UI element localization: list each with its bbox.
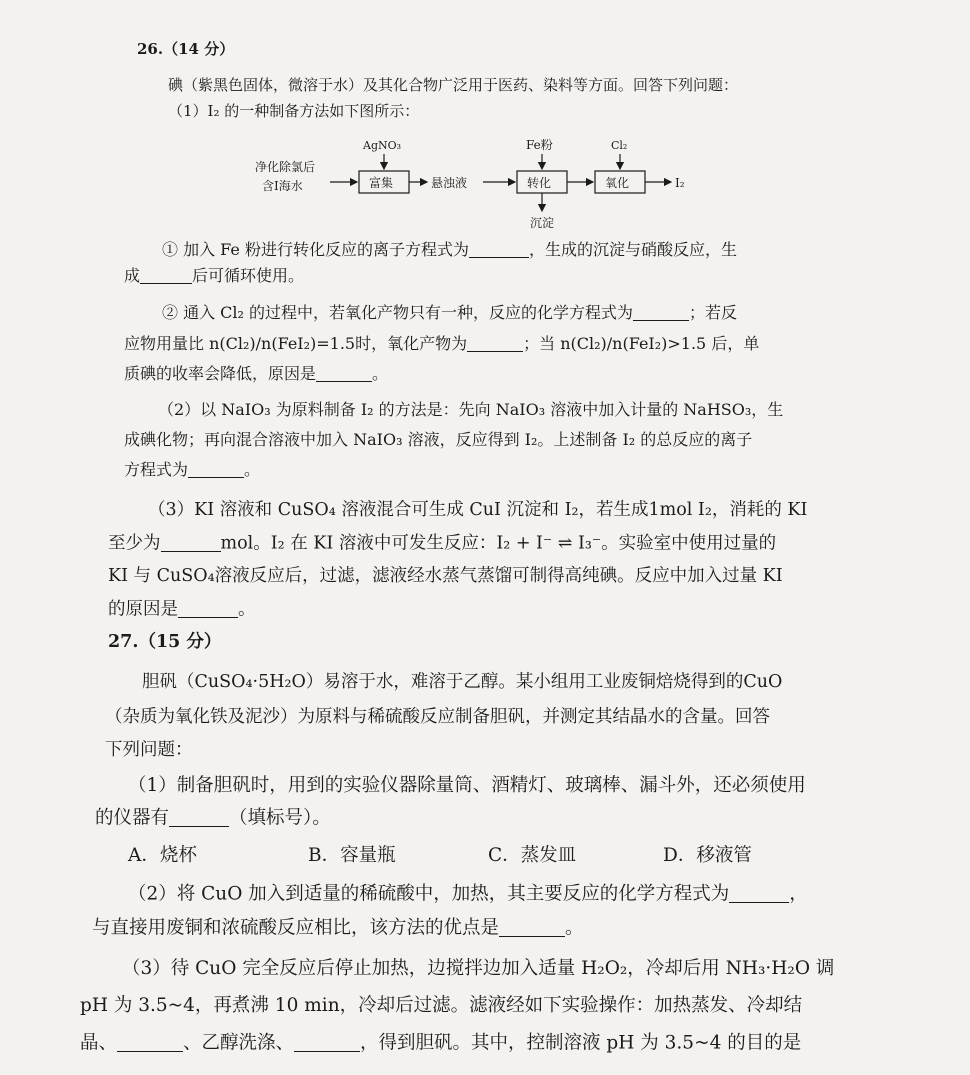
answer-blank: [169, 807, 229, 827]
q27-part1-line1: （1）制备胆矾时，用到的实验仪器除量筒、酒精灯、玻璃棒、漏斗外，还必须使用: [128, 775, 806, 796]
answer-blank: [469, 241, 529, 258]
choice-b: B．容量瓶: [308, 845, 396, 866]
q27-intro-line1: 胆矾（CuSO₄·5H₂O）易溶于水，难溶于乙醇。某小组用工业废铜焙烧得到的CuO: [142, 672, 783, 692]
diagram-box-enrich: [359, 171, 409, 193]
answer-blank: [729, 883, 789, 903]
choice-a: A．烧杯: [128, 845, 197, 866]
diagram-reagent-cl2: Cl₂: [611, 139, 628, 152]
diagram-box-convert-label: 转化: [527, 176, 552, 190]
diagram-precipitate: 沉淀: [530, 216, 555, 230]
q26-part3-line1: （3）KI 溶液和 CuSO₄ 溶液混合可生成 CuI 沉淀和 I₂，若生成1mol I₂，消耗的 KI: [148, 500, 808, 520]
q27-part1-line2: 的仪器有 （填标号）。: [95, 807, 331, 829]
diagram-box-oxidize-label: 氧化: [605, 176, 630, 190]
q26-part1-intro: （1）I₂ 的一种制备方法如下图所示：: [168, 102, 420, 120]
q26-sub2-line3: 质碘的收率会降低，原因是 。: [124, 364, 389, 383]
diagram-output-i2: I₂: [675, 176, 685, 190]
diagram-suspension: 悬浊液: [431, 176, 468, 190]
answer-blank: [188, 461, 244, 478]
answer-blank: [316, 365, 372, 382]
q26-part2-line3: 方程式为 。: [124, 460, 261, 479]
q26-part2-line2: 成碘化物；再向混合溶液中加入 NaIO₃ 溶液，反应得到 I₂。上述制备 I₂ 的总反应的离子: [124, 430, 753, 449]
diagram-box-oxidize: [595, 171, 645, 193]
answer-blank: [467, 335, 523, 352]
q27-part3-line1: （3）待 CuO 完全反应后停止加热，边搅拌边加入适量 H₂O₂，冷却后用 NH₃·H₂O 调: [122, 958, 835, 979]
q27-intro-line2: （杂质为氧化铁及泥沙）为原料与稀硫酸反应制备胆矾，并测定其结晶水的含量。回答: [105, 707, 770, 727]
q27-heading: 27.（15 分）: [108, 632, 222, 652]
answer-blank: [294, 1032, 360, 1052]
answer-blank: [140, 267, 192, 284]
diagram-box-convert: [517, 171, 567, 193]
q26-part3-line3: KI 与 CuSO₄溶液反应后，过滤，滤液经水蒸气蒸馏可制得高纯碘。反应中加入过量 KI: [108, 566, 783, 586]
q26-intro: 碘（紫黑色固体，微溶于水）及其化合物广泛用于医药、染料等方面。回答下列问题：: [168, 76, 739, 94]
q26-heading: 26.（14 分）: [137, 40, 235, 58]
q27-part3-line3: 晶、 、乙醇洗涤、 ，得到胆矾。其中，控制溶液 pH 为 3.5~4 的目的是: [80, 1032, 802, 1054]
q26-sub1-line2: 成 后可循环使用。: [124, 266, 305, 285]
diagram-input-line2: 含I海水: [262, 179, 303, 193]
answer-blank: [499, 917, 565, 937]
q27-part3-line2: pH 为 3.5~4，再煮沸 10 min，冷却后过滤。滤液经如下实验操作：加热蒸发、冷却结: [80, 995, 803, 1016]
q27-choices: [128, 845, 752, 867]
q26-sub1-line1: ① 加入 Fe 粉进行转化反应的离子方程式为 ，生成的沉淀与硝酸反应，生: [162, 240, 737, 259]
answer-blank: [178, 599, 238, 618]
q26-sub2-line1: ② 通入 Cl₂ 的过程中，若氧化产物只有一种，反应的化学方程式为 ；若反: [162, 303, 738, 322]
choice-d: D．移液管: [663, 845, 752, 866]
answer-blank: [161, 533, 221, 552]
q27-intro-line3: 下列问题：: [105, 740, 193, 760]
answer-blank: [633, 304, 689, 321]
iodine-flow-diagram: [0, 0, 970, 240]
diagram-reagent-fe: Fe粉: [526, 138, 553, 152]
q27-part2-line1: （2）将 CuO 加入到适量的稀硫酸中，加热，其主要反应的化学方程式为 ，: [128, 883, 808, 905]
diagram-reagent-agno3: AgNO₃: [363, 139, 402, 152]
q26-part3-line4: 的原因是 。: [108, 599, 256, 620]
answer-blank: [117, 1032, 183, 1052]
q26-part3-line2: 至少为 mol。I₂ 在 KI 溶液中可发生反应：I₂ + I⁻ ⇌ I₃⁻。实验室中使用过量的: [108, 533, 777, 554]
q27-part2-line2: 与直接用废铜和浓硫酸反应相比，该方法的优点是 。: [92, 917, 584, 939]
diagram-box-enrich-label: 富集: [369, 176, 394, 190]
q26-part2-line1: （2）以 NaIO₃ 为原料制备 I₂ 的方法是：先向 NaIO₃ 溶液中加入计量的 NaHSO₃，生: [158, 400, 784, 419]
diagram-input-line1: 净化除氯后: [255, 160, 316, 174]
choice-c: C．蒸发皿: [488, 845, 577, 866]
q26-sub2-line2: 应物用量比 n(Cl₂)/n(FeI₂)=1.5时，氧化产物为 ；当 n(Cl₂)/n(FeI₂)>1.5 后，单: [124, 334, 760, 353]
